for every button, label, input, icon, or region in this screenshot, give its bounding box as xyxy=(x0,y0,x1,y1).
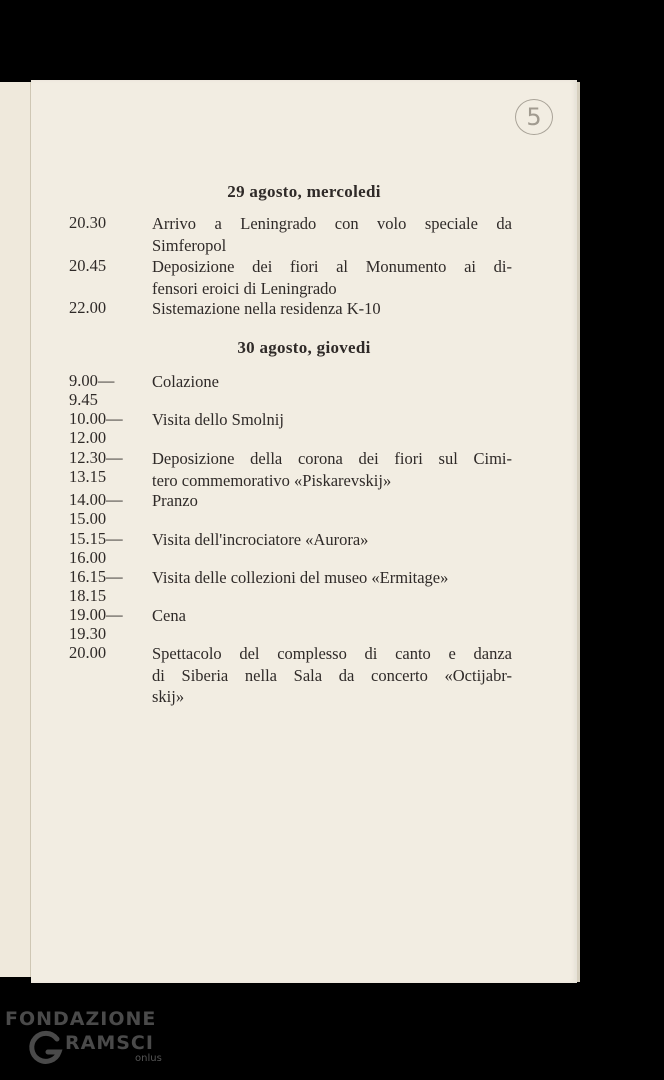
event-description xyxy=(152,643,512,708)
event-line: Visita dello Smolnij xyxy=(152,410,284,429)
event-time: 20.45 xyxy=(69,256,107,275)
event-time: 20.30 xyxy=(69,213,107,232)
event-time: 19.00— 19.30 xyxy=(69,605,123,643)
logo-text-line1: FONDAZIONE xyxy=(5,1008,157,1030)
previous-page-edge xyxy=(0,82,31,977)
event-line: Sistemazione nella residenza K-10 xyxy=(152,299,381,318)
event-description xyxy=(152,529,512,551)
event-time: 10.00— 12.00 xyxy=(69,409,123,447)
logo-g-icon xyxy=(28,1030,64,1066)
event-line: Arrivo a Leningrado con volo speciale da xyxy=(152,214,512,233)
page-edge xyxy=(577,82,580,982)
event-line: tero commemorativo «Piskarevskij» xyxy=(152,470,392,490)
event-time: 20.00 xyxy=(69,643,107,662)
event-time: 9.00— 9.45 xyxy=(69,371,115,409)
event-line: Deposizione dei fiori al Monumento ai di- xyxy=(152,257,512,276)
event-line: Pranzo xyxy=(152,491,198,510)
fondazione-gramsci-logo xyxy=(5,1008,185,1072)
day-heading: 30 agosto, giovedi xyxy=(237,338,371,357)
event-time: 16.15— 18.15 xyxy=(69,567,123,605)
event-description xyxy=(152,490,512,512)
event-line: Colazione xyxy=(152,372,219,391)
event-description xyxy=(152,409,512,431)
day-heading: 29 agosto, mercoledi xyxy=(227,182,381,201)
event-line: Simferopol xyxy=(152,235,227,255)
event-time: 14.00— 15.00 xyxy=(69,490,123,528)
event-time: 12.30— 13.15 xyxy=(69,448,123,486)
event-line: fensori eroici di Leningrado xyxy=(152,278,337,298)
event-description xyxy=(152,298,512,320)
event-description xyxy=(152,256,512,299)
event-description xyxy=(152,605,512,627)
event-time: 15.15— 16.00 xyxy=(69,529,123,567)
event-line: Cena xyxy=(152,606,186,625)
event-time: 22.00 xyxy=(69,298,107,317)
event-line: Visita dell'incrociatore «Aurora» xyxy=(152,530,369,549)
logo-text-line2: RAMSCI xyxy=(65,1032,154,1054)
event-description xyxy=(152,213,512,256)
event-line: Deposizione della corona dei fiori sul Cimi- xyxy=(152,449,512,468)
logo-onlus-text: onlus xyxy=(135,1053,162,1064)
event-description xyxy=(152,448,512,491)
page-number: 5 xyxy=(515,99,553,135)
event-line: skij» xyxy=(152,687,185,706)
event-description xyxy=(152,371,512,393)
event-description xyxy=(152,567,512,589)
event-line: Spettacolo del complesso di canto e danza xyxy=(152,644,512,663)
event-line: Visita delle collezioni del museo «Ermitage» xyxy=(152,568,449,587)
event-line: di Siberia nella Sala da concerto «Octijabr- xyxy=(152,665,512,685)
